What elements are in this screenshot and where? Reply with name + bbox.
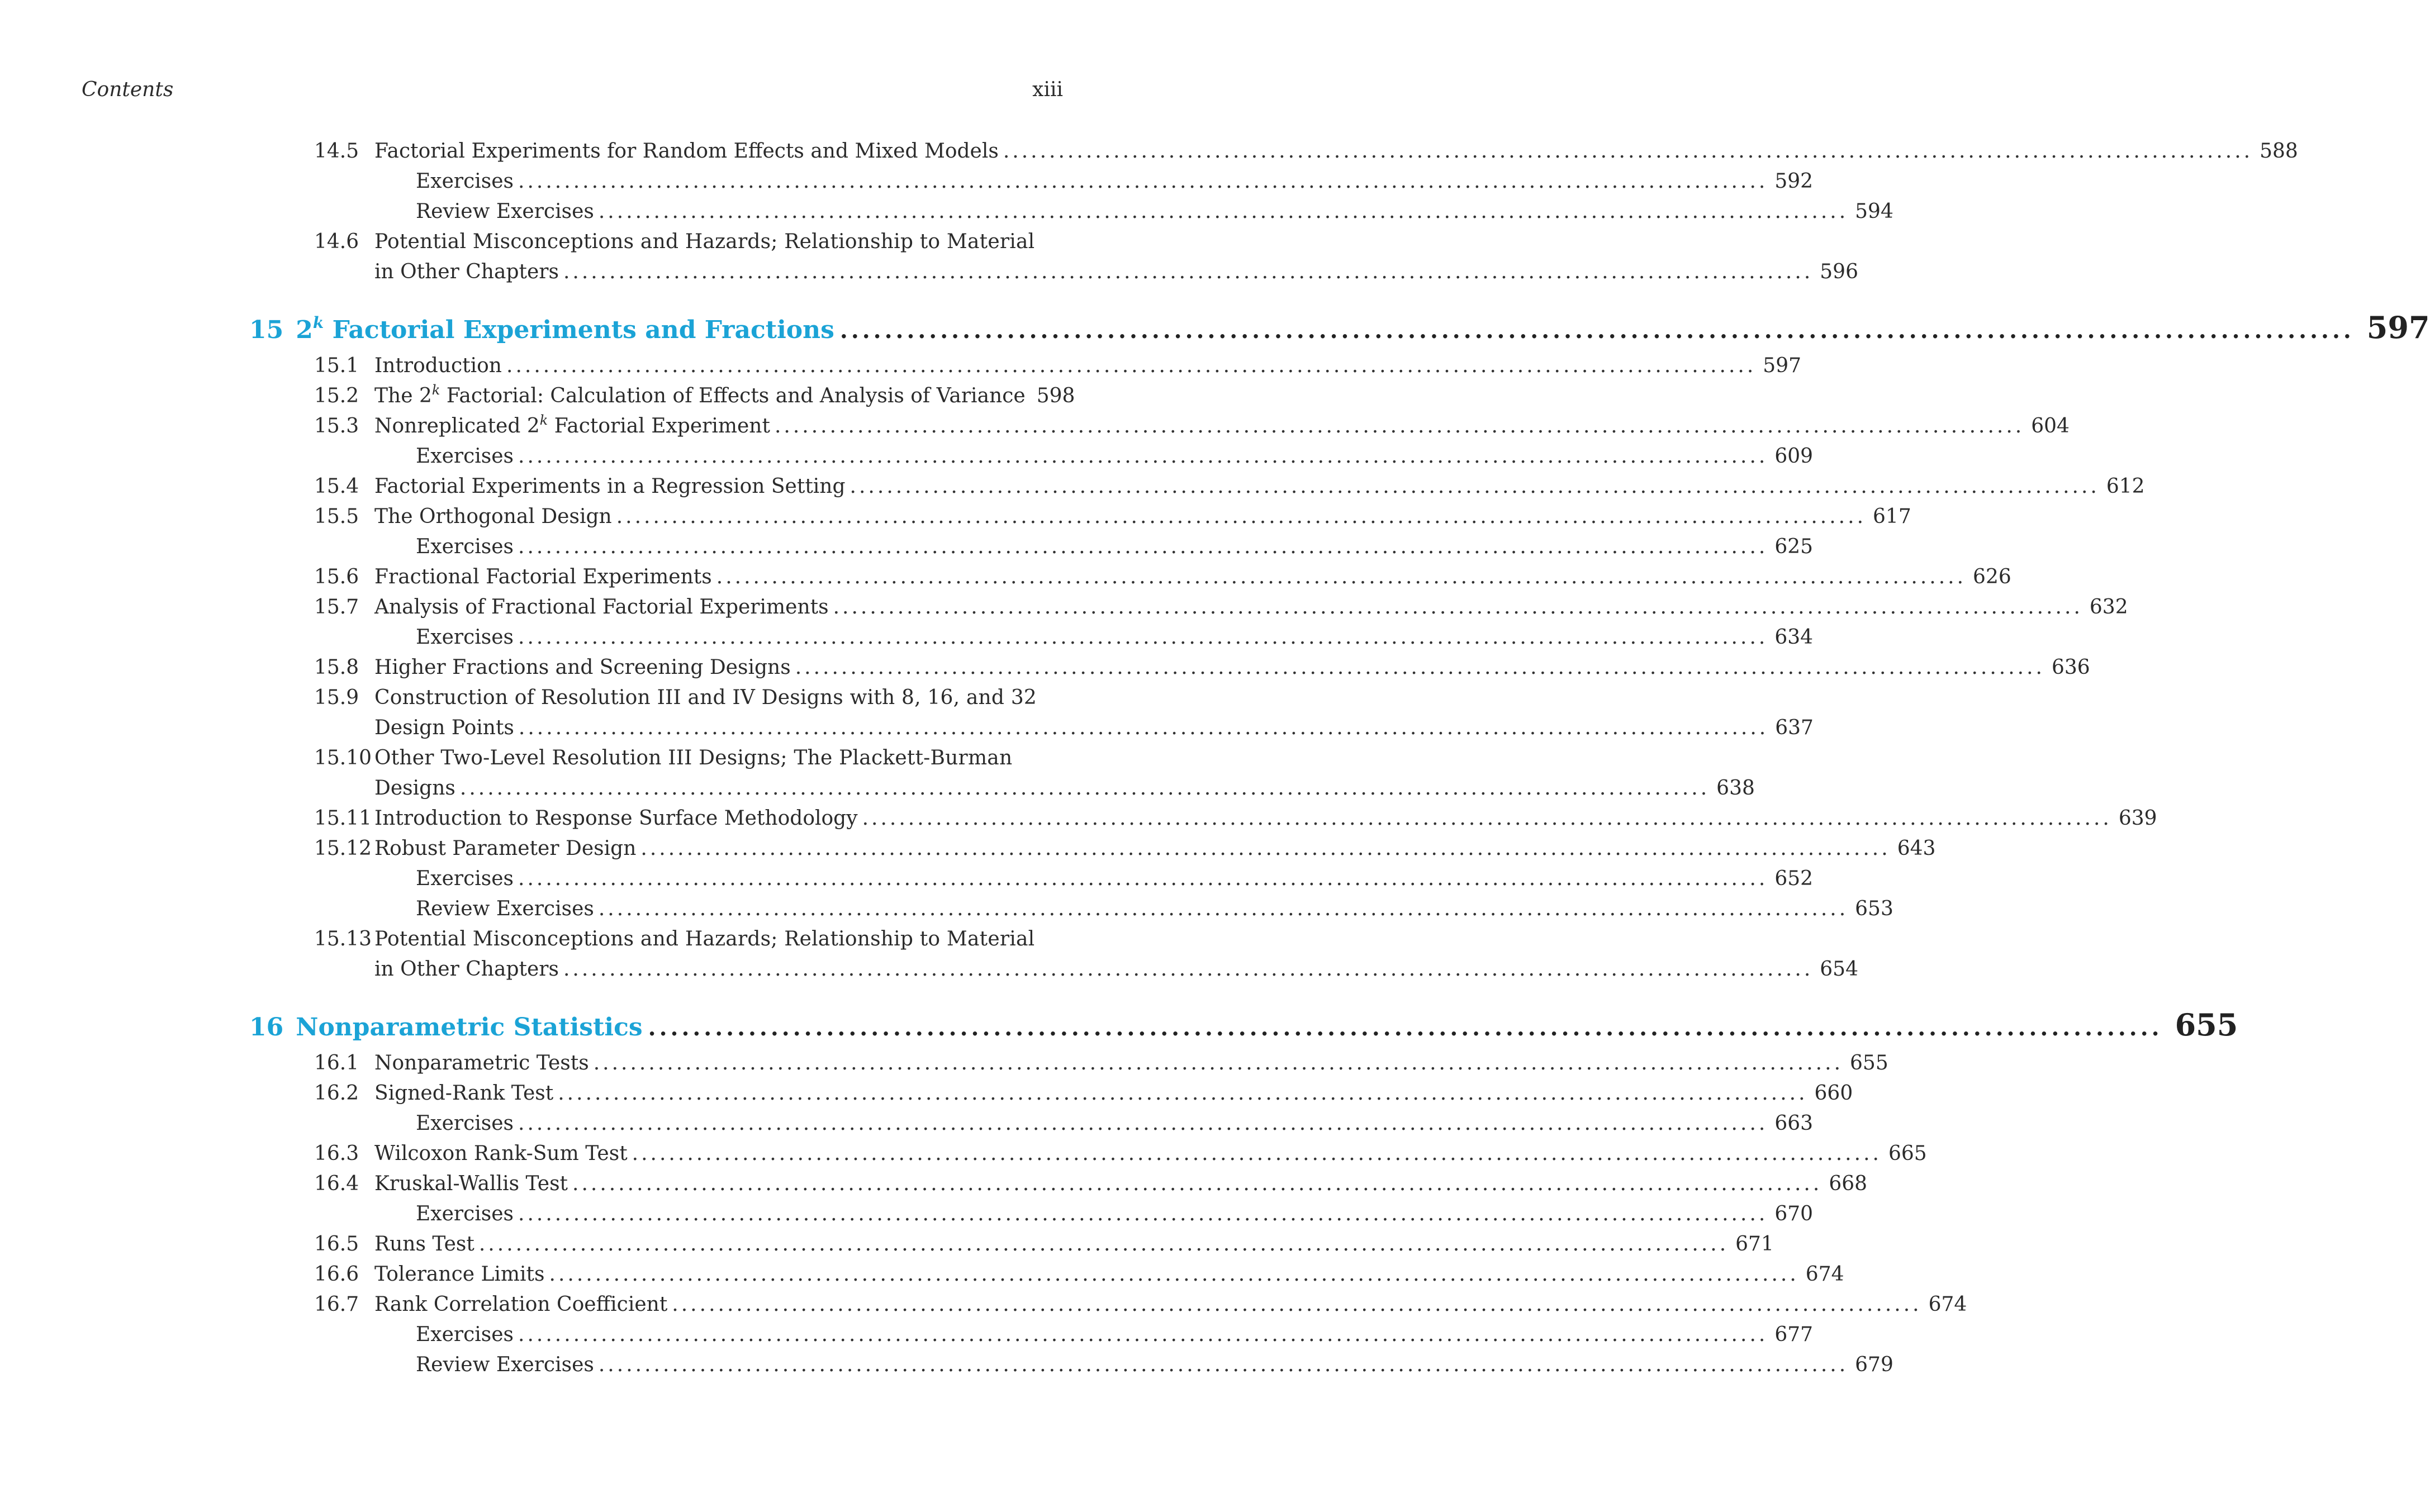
entry-line	[374, 411, 2070, 441]
chapter-title	[296, 313, 834, 344]
dot-leader: ........................................................................................................................................	[478, 1233, 1729, 1256]
entry-line	[374, 834, 1936, 864]
entry-page-number: 597	[1763, 354, 1802, 377]
entry-line	[374, 1139, 1927, 1169]
entry-line	[416, 1199, 1814, 1229]
section-number: 15.2	[314, 384, 359, 407]
chapter-page-number: 655	[2175, 1007, 2238, 1043]
entry-title: Exercises	[416, 535, 514, 558]
entry-page-number: 655	[1850, 1052, 1888, 1074]
entry-title-line-1: Construction of Resolution III and IV Designs with 8, 16, and 32	[374, 686, 1037, 709]
superscript-k: k	[539, 412, 548, 428]
entry-line	[374, 1229, 1774, 1259]
entry-title: Introduction	[374, 354, 502, 377]
section-number: 15.4	[314, 475, 359, 498]
section-number: 15.3	[314, 415, 359, 438]
entry-page-number: 674	[1928, 1293, 1967, 1316]
entry-page-number: 665	[1888, 1142, 1927, 1165]
entry-line	[374, 653, 2090, 683]
dot-leader: ........................................................................................................................................	[1003, 140, 2253, 163]
entry-page-number: 634	[1774, 626, 1814, 649]
entry-title: Nonparametric Tests	[374, 1052, 589, 1074]
section-number: 16.5	[314, 1233, 359, 1256]
entry-title: Design Points	[374, 716, 514, 739]
dot-leader: ........................................................................................................................................	[518, 445, 1768, 468]
entry-title: Tolerance Limits	[374, 1263, 545, 1286]
toc-entry[interactable]	[249, 562, 2011, 592]
section-number: 16.7	[314, 1293, 359, 1316]
running-head-page-number: xiii	[1032, 78, 1063, 101]
entry-line	[416, 864, 1814, 894]
entry-title: Introduction to Response Surface Methodology	[374, 807, 858, 830]
entry-page-number: 670	[1774, 1202, 1814, 1225]
toc-subentry[interactable]	[249, 1350, 1893, 1380]
entry-page-number: 671	[1735, 1233, 1774, 1256]
section-number: 15.7	[314, 596, 359, 619]
entry-page-number: 609	[1774, 445, 1814, 468]
toc-entry[interactable]	[249, 1169, 1868, 1199]
toc-entry[interactable]	[249, 743, 1755, 803]
entry-title: Analysis of Fractional Factorial Experiments	[374, 596, 829, 619]
entry-page-number: 679	[1855, 1353, 1893, 1376]
dot-leader: ........................................................................................................................................	[716, 565, 1967, 588]
chapter-14-continuation	[249, 136, 2298, 287]
chapter-16-heading[interactable]	[249, 1007, 2238, 1048]
dot-leader: ........................................................................................................................................	[563, 958, 1814, 981]
chapter-title-superscript: k	[312, 313, 324, 332]
section-number: 16.3	[314, 1142, 359, 1165]
entry-page-number: 668	[1829, 1172, 1868, 1195]
entry-page-number: 674	[1805, 1263, 1844, 1286]
toc-subentry[interactable]	[249, 1199, 1814, 1229]
section-number: 15.5	[314, 505, 359, 528]
entry-line	[374, 954, 1858, 985]
superscript-k: k	[431, 382, 440, 398]
entry-title: Runs Test	[374, 1233, 474, 1256]
entry-line	[374, 1078, 1853, 1109]
section-number: 16.4	[314, 1172, 359, 1195]
toc-subentry[interactable]	[249, 894, 1893, 924]
dot-leader: ........................................................................................................................................	[774, 415, 2025, 438]
toc-entry[interactable]	[249, 411, 2070, 441]
chapter-16-entries	[249, 1048, 1967, 1380]
entry-line	[374, 1290, 1967, 1320]
entry-line	[374, 351, 1802, 381]
section-number: 16.6	[314, 1263, 359, 1286]
entry-line	[374, 502, 1911, 532]
chapter-title-base: 2	[296, 316, 313, 344]
toc-entry[interactable]	[249, 653, 2090, 683]
entry-line	[416, 1320, 1814, 1350]
dot-leader: ........................................................................................................................................	[518, 716, 1769, 739]
entry-line	[416, 167, 1814, 197]
entry-title: Exercises	[416, 1112, 514, 1135]
entry-page-number: 596	[1820, 260, 1858, 283]
section-number: 15.11	[314, 807, 372, 830]
entry-page-number: 654	[1820, 958, 1858, 981]
entry-line	[374, 472, 2145, 502]
entry-page-number: 652	[1774, 867, 1814, 890]
entry-title: Exercises	[416, 1202, 514, 1225]
section-number: 15.8	[314, 656, 359, 679]
chapter-15-entries	[249, 351, 2157, 985]
toc-entry[interactable]	[249, 351, 1802, 381]
toc-entry[interactable]	[249, 1229, 1774, 1259]
entry-line	[416, 532, 1814, 562]
dot-leader: ........................................................................................................................................	[632, 1142, 1882, 1165]
toc-entry[interactable]	[249, 1139, 1927, 1169]
dot-leader: ........................................................................................................................................	[518, 1202, 1768, 1225]
entry-page-number: 592	[1774, 170, 1814, 193]
entry-line	[416, 441, 1814, 472]
entry-page-number: 598	[1036, 384, 1075, 407]
dot-leader: ........................................................................................................................................	[518, 170, 1768, 193]
entry-title: Fractional Factorial Experiments	[374, 565, 712, 588]
entry-title: Review Exercises	[416, 1353, 594, 1376]
dot-leader: ........................................................................................................................................	[558, 1082, 1808, 1105]
toc-entry[interactable]	[249, 381, 1075, 411]
entry-page-number: 604	[2031, 415, 2070, 438]
toc-entry[interactable]	[249, 803, 2157, 834]
dot-leader: ........................................................................................................................................	[598, 897, 1849, 920]
entry-title: Exercises	[416, 170, 514, 193]
entry-title: Review Exercises	[416, 897, 594, 920]
entry-page-number: 617	[1873, 505, 1911, 528]
entry-page-number: 660	[1814, 1082, 1853, 1105]
entry-page-number: 626	[1973, 565, 2011, 588]
entry-page-number: 625	[1774, 535, 1814, 558]
toc-subentry[interactable]	[249, 167, 1814, 197]
entry-line	[416, 1109, 1814, 1139]
dot-leader: ........................................................................................................................................	[549, 1263, 1799, 1286]
section-number: 16.2	[314, 1082, 359, 1105]
entry-title: Wilcoxon Rank-Sum Test	[374, 1142, 628, 1165]
entry-title: Higher Fractions and Screening Designs	[374, 656, 791, 679]
section-number: 15.12	[314, 837, 372, 860]
entry-page-number: 638	[1716, 777, 1755, 800]
section-number: 15.6	[314, 565, 359, 588]
dot-leader: ........................................................................................................................................	[572, 1172, 1822, 1195]
toc-subentry[interactable]	[249, 622, 1814, 653]
entry-title: Nonreplicated 2$^k$ Factorial Experiment	[374, 412, 770, 438]
toc-entry[interactable]	[249, 1048, 1888, 1078]
table-of-contents	[249, 136, 2430, 1380]
entry-line	[374, 592, 2128, 622]
entry-title: Signed-Rank Test	[374, 1082, 554, 1105]
entry-page-number: 594	[1855, 200, 1893, 223]
entry-line	[374, 773, 1755, 803]
dot-leader: ........................................................................................................................................	[518, 867, 1768, 890]
toc-entry[interactable]	[249, 502, 1911, 532]
chapter-page-number: 597	[2366, 310, 2430, 345]
dot-leader: ........................................................................................................................................	[849, 475, 2100, 498]
entry-title: Factorial Experiments in a Regression Setting	[374, 475, 846, 498]
running-head-title: Contents	[82, 78, 174, 101]
toc-entry[interactable]	[249, 834, 1936, 864]
entry-page-number: 636	[2051, 656, 2090, 679]
entry-line	[416, 894, 1893, 924]
entry-title: Designs	[374, 777, 455, 800]
toc-entry[interactable]	[249, 227, 1858, 287]
entry-line	[374, 713, 1814, 743]
entry-title: Factorial Experiments for Random Effects and Mixed Models	[374, 140, 999, 163]
toc-entry[interactable]	[249, 924, 1858, 985]
dot-leader: ........................................................................................................................................	[518, 535, 1768, 558]
entry-title: Exercises	[416, 445, 514, 468]
entry-title: Exercises	[416, 1323, 514, 1346]
section-number: 15.13	[314, 928, 372, 950]
toc-entry[interactable]	[249, 592, 2128, 622]
section-number: 16.1	[314, 1052, 359, 1074]
section-number: 15.1	[314, 354, 359, 377]
dot-leader: ........................................................................................................................................	[598, 1353, 1849, 1376]
entry-line	[374, 1259, 1844, 1290]
toc-subentry[interactable]	[249, 1109, 1814, 1139]
dot-leader: ........................................................................................................................................	[506, 354, 1757, 377]
dot-leader: ........................................................................................................................................	[648, 1015, 2163, 1041]
entry-title-line-1: Potential Misconceptions and Hazards; Relationship to Material	[374, 928, 1035, 950]
toc-entry[interactable]	[249, 1290, 1967, 1320]
entry-title: Review Exercises	[416, 200, 594, 223]
entry-line	[374, 562, 2011, 592]
entry-page-number: 639	[2118, 807, 2157, 830]
dot-leader: ........................................................................................................................................	[672, 1293, 1922, 1316]
dot-leader: ........................................................................................................................................	[640, 837, 1891, 860]
entry-page-number: 643	[1897, 837, 1936, 860]
chapter-number: 16	[249, 1013, 284, 1042]
section-number: 14.5	[314, 140, 359, 163]
entry-line	[416, 197, 1893, 227]
toc-entry[interactable]	[249, 472, 2145, 502]
chapter-title: Nonparametric Statistics	[296, 1013, 643, 1042]
chapter-15-heading[interactable]	[249, 310, 2430, 351]
entry-line	[416, 622, 1814, 653]
dot-leader: ........................................................................................................................................	[839, 317, 2355, 344]
toc-entry[interactable]	[249, 136, 2298, 167]
entry-title-line-1: Other Two-Level Resolution III Designs; The Plackett-Burman	[374, 747, 1013, 769]
toc-subentry[interactable]	[249, 532, 1814, 562]
dot-leader: ........................................................................................................................................	[795, 656, 2045, 679]
entry-title: Robust Parameter Design	[374, 837, 637, 860]
entry-page-number: 637	[1775, 716, 1814, 739]
running-head	[82, 76, 1063, 104]
entry-title: in Other Chapters	[374, 958, 559, 981]
section-number: 15.9	[314, 686, 359, 709]
entry-page-number: 632	[2089, 596, 2128, 619]
entry-title: The 2$^k$ Factorial: Calculation of Effects and Analysis of Variance	[374, 382, 1026, 407]
entry-page-number: 663	[1774, 1112, 1814, 1135]
entry-title-line-1: Potential Misconceptions and Hazards; Relationship to Material	[374, 230, 1035, 253]
dot-leader: ........................................................................................................................................	[518, 626, 1768, 649]
entry-line	[416, 1350, 1893, 1380]
toc-entry[interactable]	[249, 1078, 1853, 1109]
dot-leader: ........................................................................................................................................	[616, 505, 1867, 528]
section-number: 14.6	[314, 230, 359, 253]
entry-line	[374, 1048, 1888, 1078]
dot-leader: ........................................................................................................................................	[518, 1112, 1768, 1135]
dot-leader: ........................................................................................................................................	[459, 777, 1710, 800]
entry-line	[374, 1169, 1868, 1199]
toc-subentry[interactable]	[249, 441, 1814, 472]
chapter-number: 15	[249, 316, 284, 344]
entry-page-number: 677	[1774, 1323, 1814, 1346]
entry-line	[374, 257, 1858, 287]
section-number: 15.10	[314, 747, 372, 769]
toc-subentry[interactable]	[249, 197, 1893, 227]
entry-title: Exercises	[416, 626, 514, 649]
entry-title: in Other Chapters	[374, 260, 559, 283]
entry-title: The Orthogonal Design	[374, 505, 612, 528]
dot-leader: ........................................................................................................................................	[593, 1052, 1844, 1074]
entry-title: Exercises	[416, 867, 514, 890]
dot-leader: ........................................................................................................................................	[563, 260, 1814, 283]
entry-line	[374, 136, 2298, 167]
entry-page-number: 588	[2260, 140, 2298, 163]
entry-page-number: 653	[1855, 897, 1893, 920]
entry-line	[374, 381, 1075, 411]
toc-entry[interactable]	[249, 683, 1814, 743]
entry-page-number: 612	[2106, 475, 2145, 498]
dot-leader: ........................................................................................................................................	[518, 1323, 1768, 1346]
entry-line	[374, 803, 2157, 834]
entry-title: Rank Correlation Coefficient	[374, 1293, 668, 1316]
toc-subentry[interactable]	[249, 1320, 1814, 1350]
dot-leader: ........................................................................................................................................	[862, 807, 2112, 830]
toc-entry[interactable]	[249, 1259, 1844, 1290]
chapter-title-rest: Factorial Experiments and Fractions	[324, 316, 834, 344]
dot-leader: ........................................................................................................................................	[598, 200, 1849, 223]
entry-title: Kruskal-Wallis Test	[374, 1172, 568, 1195]
dot-leader: ........................................................................................................................................	[833, 596, 2083, 619]
toc-subentry[interactable]	[249, 864, 1814, 894]
